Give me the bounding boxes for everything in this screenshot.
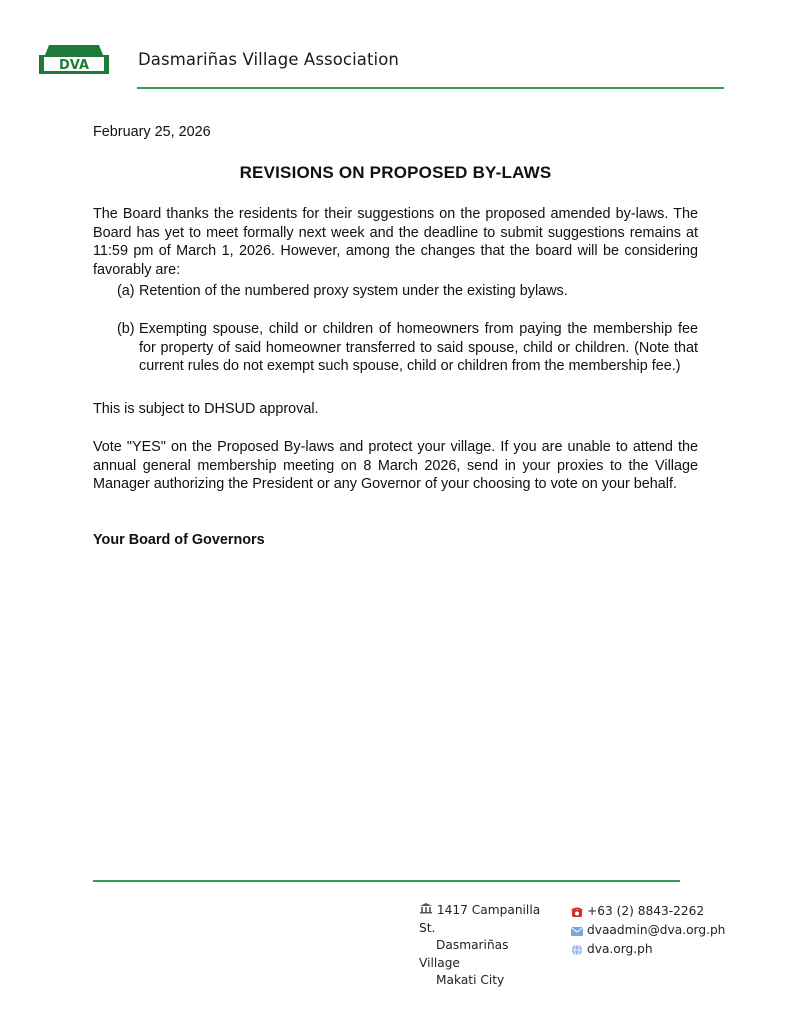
svg-text:DVA: DVA (58, 58, 90, 73)
email-link[interactable]: dvaadmin@dva.org.ph (587, 923, 726, 937)
organization-name: Dasmariñas Village Association (138, 50, 399, 69)
footer-divider (93, 880, 680, 882)
address-line: Makati City (436, 973, 505, 987)
list-item-label: (a) (117, 283, 135, 299)
letter-date: February 25, 2026 (93, 124, 211, 140)
header-divider (137, 87, 724, 89)
list-item-text: Exempting spouse, child or children of homeowners from paying the membership fee for property of said homeowner transferred to said spouse, child or children. (Note that current rules do not exempt such spouse, child or children from the membership fee.) (139, 321, 698, 374)
list-item-text: Retention of the numbered proxy system under the existing bylaws. (139, 283, 568, 299)
address-line: Village (419, 955, 460, 970)
signoff: Your Board of Governors (93, 532, 265, 548)
phone-icon (570, 906, 584, 918)
dva-logo (37, 43, 111, 76)
approval-note: This is subject to DHSUD approval. (93, 401, 319, 417)
website-link[interactable]: dva.org.ph (587, 942, 653, 956)
address-line: Dasmariñas (436, 938, 509, 952)
bank-icon (419, 902, 433, 914)
intro-paragraph: The Board thanks the residents for their suggestions on the proposed amended by-laws. The Board has yet to meet formally next week and the deadline to submit suggestions remains at 11:59 pm of March 1, 2026. However, among the changes that the board will be considering favorably are: (93, 206, 698, 278)
globe-icon (570, 944, 584, 956)
mail-icon (570, 925, 584, 937)
phone-number[interactable]: +63 (2) 8843-2262 (587, 904, 705, 918)
address-line: 1417 Campanilla (436, 903, 541, 917)
vote-paragraph: Vote "YES" on the Proposed By-laws and protect your village. If you are unable to attend the annual general membership meeting on 8 March 2026, send in your proxies to the Village Manager authorizing the President or any Governor of your choosing to vote on your behalf. (93, 439, 698, 492)
footer-address (419, 902, 559, 990)
footer-contact (570, 902, 725, 959)
address-line: St. (419, 920, 436, 935)
list-item-label: (b) (117, 321, 135, 337)
letter-title: REVISIONS ON PROPOSED BY-LAWS (239, 163, 552, 182)
